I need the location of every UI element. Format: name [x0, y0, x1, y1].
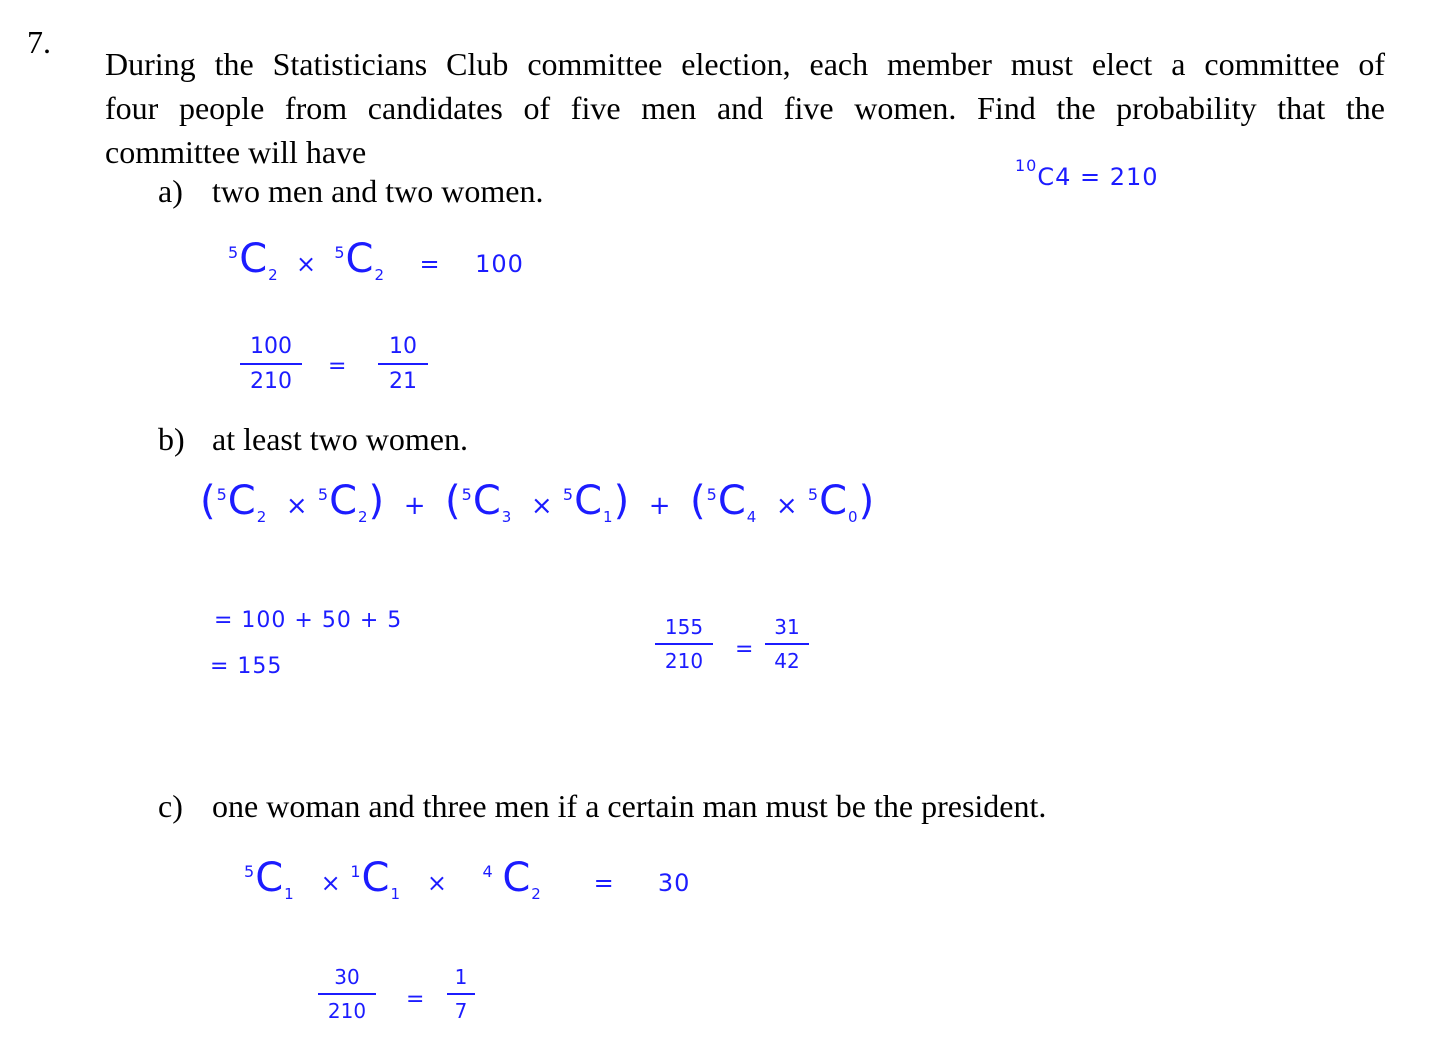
term-subscript: 3: [501, 508, 513, 526]
part-c-working: [244, 855, 690, 901]
paren-open: (: [200, 478, 217, 524]
fraction-denominator: 210: [250, 369, 292, 394]
term-subscript: 2: [374, 266, 385, 284]
term-c: C: [329, 478, 358, 524]
fraction-denominator: 21: [389, 369, 417, 394]
fraction-denominator: 210: [664, 649, 704, 673]
paren-open: (: [690, 478, 707, 524]
term-superscript: 5: [807, 485, 820, 504]
term-subscript: 2: [358, 508, 369, 526]
times-sign: ×: [285, 491, 309, 521]
term-c: C: [255, 855, 285, 901]
question-text: [105, 42, 1385, 174]
term-subscript: 2: [268, 266, 279, 284]
part-c-fraction-left: [318, 965, 376, 1023]
part-b-fraction-left: [655, 615, 713, 673]
part-c-question: [158, 788, 1046, 825]
term-subscript: 1: [390, 885, 401, 903]
term-superscript: 5: [562, 485, 575, 504]
part-c-text: one woman and three men if a certain man must be the president.: [212, 788, 1047, 824]
fraction-denominator: 210: [327, 999, 367, 1023]
term-superscript: 4: [482, 862, 494, 881]
term-c: C: [227, 478, 257, 524]
term-superscript: 1: [350, 862, 362, 881]
fraction-numerator: 31: [774, 615, 800, 639]
term-c: C: [819, 478, 849, 524]
term-superscript: 5: [244, 862, 256, 881]
part-b-question: [158, 421, 468, 458]
part-c-fraction-equals: =: [406, 987, 425, 1012]
question-line-3: committee will have: [105, 134, 367, 170]
term-subscript: 1: [284, 885, 295, 903]
part-c-result: 30: [657, 869, 691, 897]
question-number: 7.: [27, 24, 51, 60]
total-combinations-note: [1015, 156, 1159, 191]
paren-open: (: [445, 478, 462, 524]
question-line-1: During the Statisticians Club committee election, each member must elect a committee of: [105, 46, 1385, 82]
part-a-fraction-equals: =: [328, 354, 347, 379]
part-a-fraction-right: [378, 334, 428, 394]
part-b-fraction-equals: =: [735, 637, 754, 662]
plus-sign: +: [403, 491, 427, 521]
term-subscript: 2: [531, 885, 542, 903]
plus-sign: +: [648, 491, 672, 521]
question-line-2: four people from candidates of five men and five women. Find the probability that the: [105, 90, 1385, 126]
term-c: C: [502, 855, 532, 901]
paren-close: ): [368, 478, 386, 524]
equals-sign: =: [593, 869, 615, 897]
part-a-question: [158, 173, 544, 210]
part-a-label: a): [158, 173, 183, 209]
equals-sign: =: [419, 250, 441, 278]
fraction-denominator: 7: [454, 999, 468, 1023]
term-c: C: [345, 236, 375, 282]
fraction-denominator: 42: [774, 649, 800, 673]
term-subscript: 2: [256, 508, 268, 526]
fraction-numerator: 30: [334, 965, 360, 989]
term-c: C: [361, 855, 391, 901]
part-b-sum-result: = 155: [210, 654, 283, 679]
times-sign: ×: [775, 491, 799, 521]
fraction-numerator: 1: [454, 965, 468, 989]
times-sign: ×: [320, 869, 342, 897]
part-c-fraction-right: [447, 965, 475, 1023]
times-sign: ×: [530, 491, 554, 521]
fraction-numerator: 155: [664, 615, 704, 639]
term-subscript: 4: [746, 508, 758, 526]
paren-close: ): [613, 478, 631, 524]
part-b-expression: [200, 478, 875, 524]
term-superscript: 5: [334, 243, 346, 262]
term-c: C: [574, 478, 604, 524]
part-b-sum-line: = 100 + 50 + 5: [214, 608, 403, 633]
part-b-fraction-right: [765, 615, 809, 673]
term-c: C: [472, 478, 502, 524]
term-superscript: 5: [706, 485, 718, 504]
term-subscript: 1: [603, 508, 614, 526]
term-superscript: 5: [317, 485, 330, 504]
term-c: C: [717, 478, 747, 524]
term-superscript: 5: [461, 485, 473, 504]
times-sign: ×: [426, 869, 448, 897]
part-c-label: c): [158, 788, 183, 824]
term-superscript: 5: [228, 243, 240, 262]
part-a-working: [228, 236, 524, 282]
fraction-numerator: 100: [250, 334, 292, 359]
fraction-numerator: 10: [389, 334, 417, 359]
part-b-text: at least two women.: [212, 421, 468, 457]
part-a-fraction-left: [240, 334, 302, 394]
total-note-n: 10: [1015, 156, 1038, 175]
part-b-label: b): [158, 421, 185, 457]
term-c: C: [239, 236, 269, 282]
term-superscript: 5: [216, 485, 228, 504]
paren-close: ): [858, 478, 876, 524]
part-a-result: 100: [475, 250, 524, 278]
term-subscript: 0: [848, 508, 859, 526]
part-a-text: two men and two women.: [212, 173, 544, 209]
times-sign: ×: [295, 250, 318, 278]
total-note-text: C4 = 210: [1037, 163, 1159, 191]
